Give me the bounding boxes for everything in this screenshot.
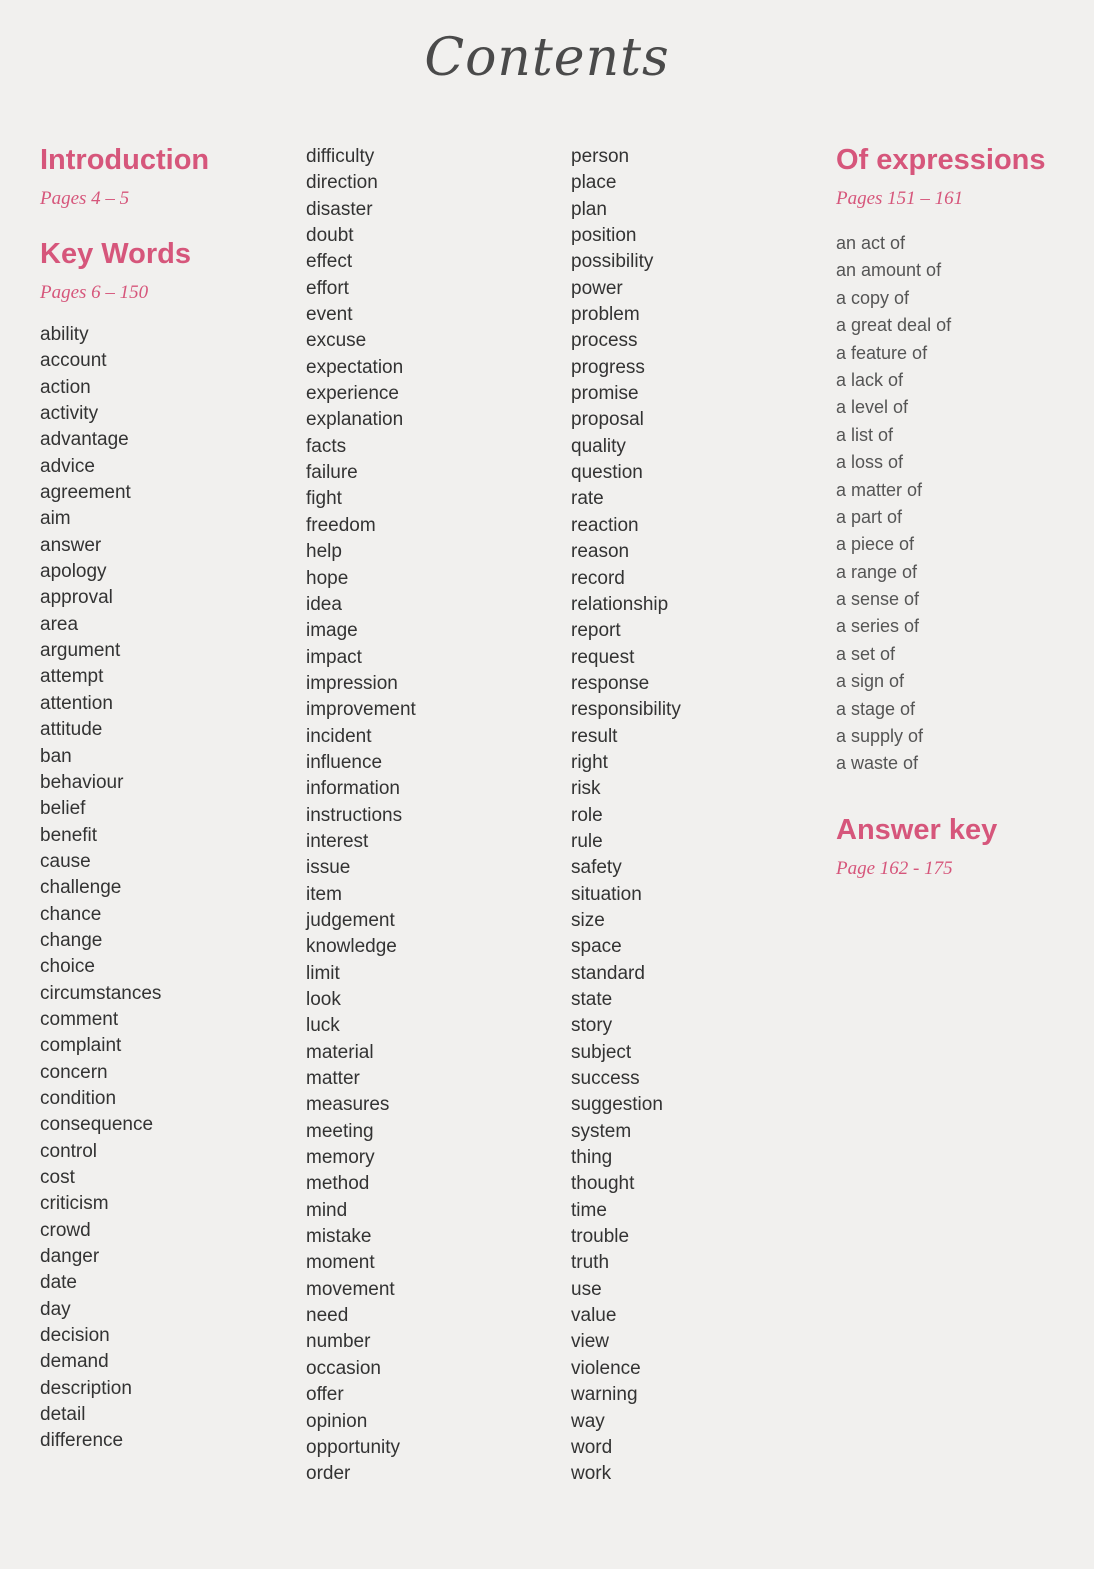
key-word-item: difference [40, 1430, 124, 1452]
key-word-item: freedom [306, 514, 376, 536]
key-word-item: benefit [40, 824, 98, 846]
key-word-item: complaint [40, 1035, 122, 1057]
key-word-item: detail [40, 1404, 86, 1426]
key-word-item: situation [571, 883, 642, 905]
key-word-item: experience [306, 383, 399, 405]
of-expression-item: a waste of [836, 753, 919, 774]
contents-column-2 [306, 144, 546, 1488]
key-word-item: improvement [306, 699, 416, 721]
key-word-item: issue [306, 857, 351, 879]
key-word-item: effect [306, 251, 353, 273]
key-word-item: effort [306, 277, 349, 299]
key-word-item: attempt [40, 666, 104, 688]
key-word-item: mind [306, 1199, 348, 1221]
key-word-item: excuse [306, 330, 367, 352]
key-word-item: person [571, 146, 630, 167]
key-word-item: work [571, 1463, 612, 1485]
answer-key-heading: Answer key [836, 813, 998, 846]
key-word-item: relationship [571, 593, 669, 615]
key-word-item: image [306, 620, 358, 642]
key-word-item: answer [40, 534, 102, 556]
key-word-item: look [306, 989, 341, 1010]
key-word-item: condition [40, 1087, 117, 1109]
key-word-item: response [571, 672, 650, 694]
key-word-item: impact [306, 646, 362, 668]
key-word-item: state [571, 989, 613, 1010]
key-word-item: action [40, 376, 91, 398]
key-word-item: attention [40, 692, 113, 714]
key-word-item: size [571, 909, 605, 931]
key-word-item: challenge [40, 877, 122, 899]
introduction-heading: Introduction [40, 144, 210, 176]
key-word-item: luck [306, 1015, 340, 1037]
key-word-item: view [571, 1331, 610, 1353]
of-expression-item: a set of [836, 643, 896, 664]
key-word-item: process [571, 330, 638, 352]
key-word-item: danger [40, 1246, 100, 1268]
key-word-item: reaction [571, 514, 639, 536]
key-word-item: system [571, 1120, 632, 1142]
key-word-item: knowledge [306, 936, 397, 958]
key-word-item: control [40, 1140, 98, 1162]
of-expression-item: a great deal of [836, 315, 952, 336]
key-word-item: proposal [571, 409, 644, 431]
contents-column-1 [40, 140, 280, 1455]
key-word-item: use [571, 1278, 602, 1300]
key-word-item: concern [40, 1061, 108, 1083]
key-word-item: offer [306, 1384, 344, 1406]
of-expression-item: an amount of [836, 260, 942, 281]
key-word-item: activity [40, 403, 99, 425]
key-word-item: report [571, 620, 621, 642]
key-word-item: right [571, 751, 608, 773]
key-words-pages: Pages 6 – 150 [40, 282, 149, 303]
key-word-item: place [571, 172, 617, 194]
key-word-item: fight [306, 488, 342, 510]
of-expression-item: a feature of [836, 342, 928, 363]
key-word-item: progress [571, 356, 645, 378]
key-word-item: thought [571, 1173, 635, 1195]
key-word-item: disaster [306, 198, 373, 220]
key-word-item: judgement [306, 909, 395, 931]
key-word-item: method [306, 1173, 370, 1195]
key-word-item: apology [40, 561, 107, 583]
key-word-item: way [571, 1410, 605, 1432]
of-expression-item: a part of [836, 506, 903, 527]
of-expression-item: a lack of [836, 369, 904, 390]
key-word-item: result [571, 725, 618, 747]
key-word-item: position [571, 225, 637, 247]
of-expression-item: an act of [836, 233, 906, 253]
key-word-item: approval [40, 587, 113, 609]
key-word-item: occasion [306, 1357, 381, 1379]
key-word-item: story [571, 1015, 613, 1037]
key-word-item: risk [571, 778, 601, 800]
key-word-item: problem [571, 304, 640, 326]
key-word-item: suggestion [571, 1094, 663, 1116]
key-word-item: consequence [40, 1114, 154, 1136]
key-word-item: argument [40, 640, 121, 662]
key-word-item: order [306, 1463, 351, 1485]
key-word-item: circumstances [40, 982, 162, 1004]
key-word-item: agreement [40, 482, 131, 504]
key-word-item: standard [571, 962, 645, 984]
key-word-item: advice [40, 455, 95, 477]
key-word-item: word [571, 1436, 613, 1458]
key-word-item: behaviour [40, 771, 124, 793]
key-word-item: failure [306, 462, 358, 484]
key-words-list-1 [40, 322, 280, 1455]
key-word-item: trouble [571, 1226, 630, 1248]
key-word-item: question [571, 462, 643, 484]
key-word-item: success [571, 1068, 640, 1090]
key-word-item: mistake [306, 1226, 372, 1248]
key-word-item: movement [306, 1278, 395, 1300]
key-word-item: rate [571, 488, 604, 510]
key-word-item: direction [306, 172, 378, 194]
key-word-item: decision [40, 1325, 110, 1347]
key-word-item: warning [571, 1384, 638, 1406]
key-word-item: item [306, 883, 342, 905]
key-word-item: matter [306, 1068, 360, 1090]
key-word-item: difficulty [306, 146, 375, 167]
key-word-item: thing [571, 1147, 613, 1169]
key-words-list-2 [306, 144, 546, 1488]
of-expressions-heading: Of expressions [836, 144, 1046, 176]
of-expression-item: a level of [836, 397, 909, 418]
key-word-item: opinion [306, 1410, 368, 1432]
key-word-item: measures [306, 1094, 390, 1116]
key-word-item: rule [571, 830, 603, 852]
key-word-item: influence [306, 751, 383, 773]
key-word-item: crowd [40, 1219, 91, 1241]
key-word-item: interest [306, 830, 369, 852]
answer-key-pages: Page 162 - 175 [836, 857, 953, 879]
of-expression-item: a series of [836, 616, 920, 637]
key-word-item: chance [40, 903, 102, 925]
contents-column-3 [571, 144, 811, 1488]
key-word-item: information [306, 778, 400, 800]
key-word-item: hope [306, 567, 349, 589]
of-expressions-pages: Pages 151 – 161 [836, 188, 964, 209]
key-word-item: belief [40, 798, 86, 820]
of-expression-item: a piece of [836, 534, 915, 555]
key-word-item: subject [571, 1041, 632, 1063]
key-word-item: quality [571, 435, 626, 457]
key-word-item: safety [571, 857, 622, 879]
key-word-item: date [40, 1272, 77, 1294]
key-word-item: ban [40, 745, 72, 767]
introduction-pages: Pages 4 – 5 [40, 188, 130, 209]
key-word-item: cause [40, 850, 91, 872]
key-word-item: promise [571, 383, 639, 405]
key-word-item: instructions [306, 804, 403, 826]
key-word-item: criticism [40, 1193, 109, 1215]
key-word-item: impression [306, 672, 398, 694]
key-word-item: cost [40, 1167, 75, 1188]
key-word-item: day [40, 1298, 71, 1320]
key-word-item: area [40, 613, 79, 635]
key-word-item: time [571, 1199, 607, 1221]
key-word-item: power [571, 277, 623, 299]
key-word-item: meeting [306, 1120, 374, 1142]
key-word-item: request [571, 646, 635, 668]
page-title: Contents [424, 28, 670, 88]
of-expressions-list [836, 230, 1076, 778]
key-word-item: incident [306, 725, 372, 747]
key-word-item: reason [571, 541, 630, 563]
key-word-item: violence [571, 1357, 641, 1379]
key-word-item: value [571, 1305, 617, 1327]
key-word-item: moment [306, 1252, 375, 1274]
key-words-list-3 [571, 144, 811, 1488]
key-word-item: expectation [306, 356, 404, 378]
key-word-item: account [40, 350, 107, 372]
key-word-item: facts [306, 435, 347, 457]
key-word-item: role [571, 804, 603, 826]
key-word-item: ability [40, 324, 89, 345]
key-word-item: advantage [40, 429, 129, 451]
key-word-item: attitude [40, 719, 103, 741]
key-word-item: choice [40, 956, 95, 978]
key-word-item: responsibility [571, 699, 681, 721]
key-word-item: limit [306, 962, 340, 984]
key-word-item: description [40, 1377, 132, 1399]
key-word-item: comment [40, 1008, 119, 1030]
of-expression-item: a loss of [836, 452, 904, 473]
key-word-item: opportunity [306, 1436, 401, 1458]
of-expression-item: a copy of [836, 287, 910, 308]
key-word-item: space [571, 936, 622, 958]
key-word-item: truth [571, 1252, 610, 1274]
key-word-item: event [306, 304, 353, 326]
key-words-heading: Key Words [40, 238, 191, 270]
key-word-item: explanation [306, 409, 404, 431]
key-word-item: aim [40, 508, 71, 530]
of-expression-item: a matter of [836, 479, 923, 500]
of-expression-item: a sign of [836, 671, 905, 692]
key-word-item: plan [571, 198, 607, 220]
key-word-item: change [40, 929, 103, 951]
of-expression-item: a stage of [836, 698, 916, 719]
key-word-item: record [571, 567, 625, 589]
of-expression-item: a supply of [836, 726, 924, 747]
key-word-item: help [306, 541, 342, 563]
key-word-item: memory [306, 1147, 375, 1169]
key-word-item: doubt [306, 225, 354, 247]
key-word-item: demand [40, 1351, 109, 1373]
key-word-item: material [306, 1041, 374, 1063]
of-expression-item: a range of [836, 561, 918, 582]
of-expression-item: a sense of [836, 589, 920, 610]
of-expression-item: a list of [836, 424, 894, 445]
key-word-item: idea [306, 593, 342, 615]
key-word-item: number [306, 1331, 371, 1353]
key-word-item: need [306, 1305, 349, 1327]
key-word-item: possibility [571, 251, 654, 273]
contents-column-4 [836, 140, 1076, 882]
